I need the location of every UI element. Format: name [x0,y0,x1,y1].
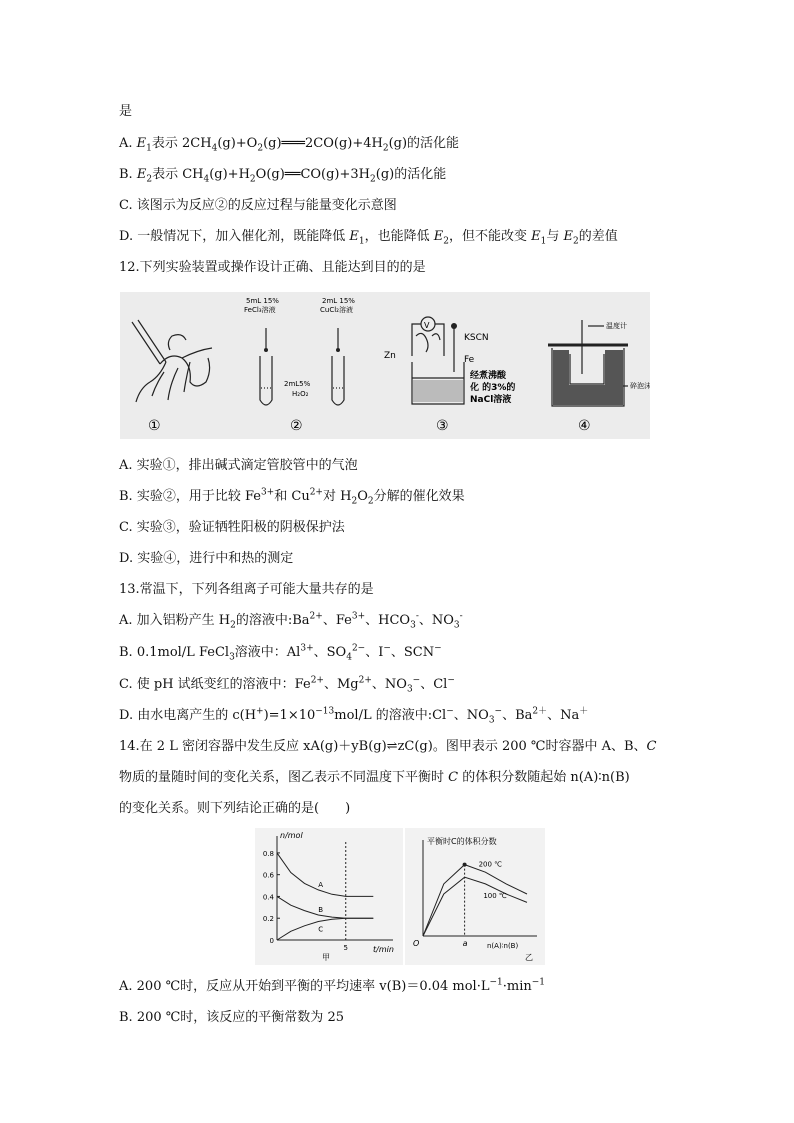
cucl2-label: 2mL 15% [322,297,355,305]
series-label-100: 100 ℃ [483,892,507,901]
series-line-A [277,853,373,897]
x-axis-label: t/min [373,945,394,954]
y-tick-label: 0 [269,937,274,945]
option-11b: B. $E_2$表示 $CH_4(g)+H_2O(g)══CO(g)+3H_2(g)$的活化能 [119,167,447,185]
x-axis-label: n(A)∶n(B) [487,942,519,950]
origin-label: O [413,939,420,948]
y-tick-label: 0.2 [262,915,274,924]
label-1: ① [148,418,161,434]
chart-title: 平衡时C的体积分数 [427,837,497,846]
chart-caption: 乙 [525,953,533,962]
series-line-0 [423,865,527,936]
peak-point [463,863,467,867]
series-line-B [277,896,373,918]
text-line: 是 [119,104,133,119]
y-tick-label: 0.4 [262,893,274,902]
option-14b: B. 200 ℃时，该反应的平衡常数为 25 [119,1010,344,1025]
fecl3-label: 5mL 15% [246,297,279,305]
cucl2-label-2: CuCl₂溶液 [320,306,353,314]
solution-label-3: NaCl溶液 [470,395,512,405]
option-13b: B. 0.1mol/L FeCl$_3$溶液中：$Al^{3+}$、$SO_4^{2-}$、I−、SCN− [119,643,442,663]
option-12c: C. 实验③，验证牺牲阳极的阴极保护法 [119,520,345,535]
fecl3-label-2: FeCl₃溶液 [244,306,276,314]
series-label-A: A [318,880,324,889]
chart-jia [255,828,403,965]
kscn-label: KSCN [464,333,489,343]
series-label-C: C [318,925,324,934]
series-line-C [277,918,373,940]
burette-hand-drawing [132,320,212,402]
option-13c: C. 使 pH 试纸变红的溶液中：$Fe^{2+}$、$Mg^{2+}$、$NO_3^-$、Cl− [119,675,455,695]
zn-label: Zn [384,351,396,361]
option-11d: D. 一般情况下，加入催化剂，既能降低 $E_1$，也能降低 $E_2$，但不能改变 $E_1$与 $E_2$的差值 [119,229,618,247]
label-3: ③ [436,418,449,434]
voltmeter-label: V [424,321,430,330]
fe-label: Fe [464,355,475,365]
thermometer-label: 温度计 [606,322,627,330]
solution-label-1: 经煮沸酸 [470,371,507,381]
label-4: ④ [578,418,591,434]
h2o2-label: 2mL5% [284,380,311,388]
series-label-B: B [318,905,324,914]
option-12b: B. 实验②，用于比较 $Fe^{3+}$和 $Cu^{2+}$对 $H_2O_2$分解的催化效果 [119,487,465,507]
question-14-stem-2: 物质的量随时间的变化关系，图乙表示不同温度下平衡时 C 的体积分数随起始 n(A)∶n(B) [119,770,630,785]
option-11a: A. $E_1$表示 $2CH_4(g)+O_2(g)═══2CO(g)+4H_2(g)$的活化能 [119,136,460,154]
y-tick-label: 0.8 [262,849,274,858]
option-13d: D. 由水电离产生的 $c(H^+)=1\times 10^{-13}mol/L$ 的溶液中:Cl−、$NO_3^-$、$Ba^{2+}$、Na＋ [119,706,589,726]
y-tick-label: 0.6 [262,871,274,880]
option-12a: A. 实验①，排出碱式滴定管胶管中的气泡 [119,458,358,473]
foam-label: 碎泡沫 [630,382,650,390]
chart-caption: 甲 [322,953,330,962]
y-axis-label: n/mol [280,831,303,840]
chart-yi [405,828,545,965]
question-14-stem-3: 的变化关系。则下列结论正确的是( ) [119,801,351,816]
question-13-stem: 13.常温下，下列各组离子可能大量共存的是 [119,582,374,597]
x-tick-label: 5 [343,944,348,952]
x-tick-label: a [462,939,468,948]
option-12d: D. 实验④，进行中和热的测定 [119,551,294,566]
label-2: ② [290,418,303,434]
question-12-stem: 12.下列实验装置或操作设计正确、且能达到目的的是 [119,260,426,275]
series-label-200: 200 ℃ [478,860,503,869]
experiment-apparatus-figure [120,292,650,439]
solution-label-2: 化 的3%的 [470,383,516,393]
option-11c: C. 该图示为反应②的反应过程与能量变化示意图 [119,198,397,213]
option-14a: A. 200 ℃时，反应从开始到平衡的平均速率 v(B)＝0.04 $mol\cdot L^{-1}\cdot\min^{-1}$ [119,977,546,994]
h2o2-label-2: H₂O₂ [292,390,309,398]
option-13a: A. 加入铝粉产生 $H_2$的溶液中$:Ba^{2+}$、$Fe^{3+}$、$HCO_3^-$、$NO_3^-$ [119,611,463,631]
question-14-stem-1: 14.在 2 L 密闭容器中发生反应 xA(g)＋yB(g)⇌zC(g)。图甲表示 200 ℃时容器中 A、B、C [119,739,657,754]
